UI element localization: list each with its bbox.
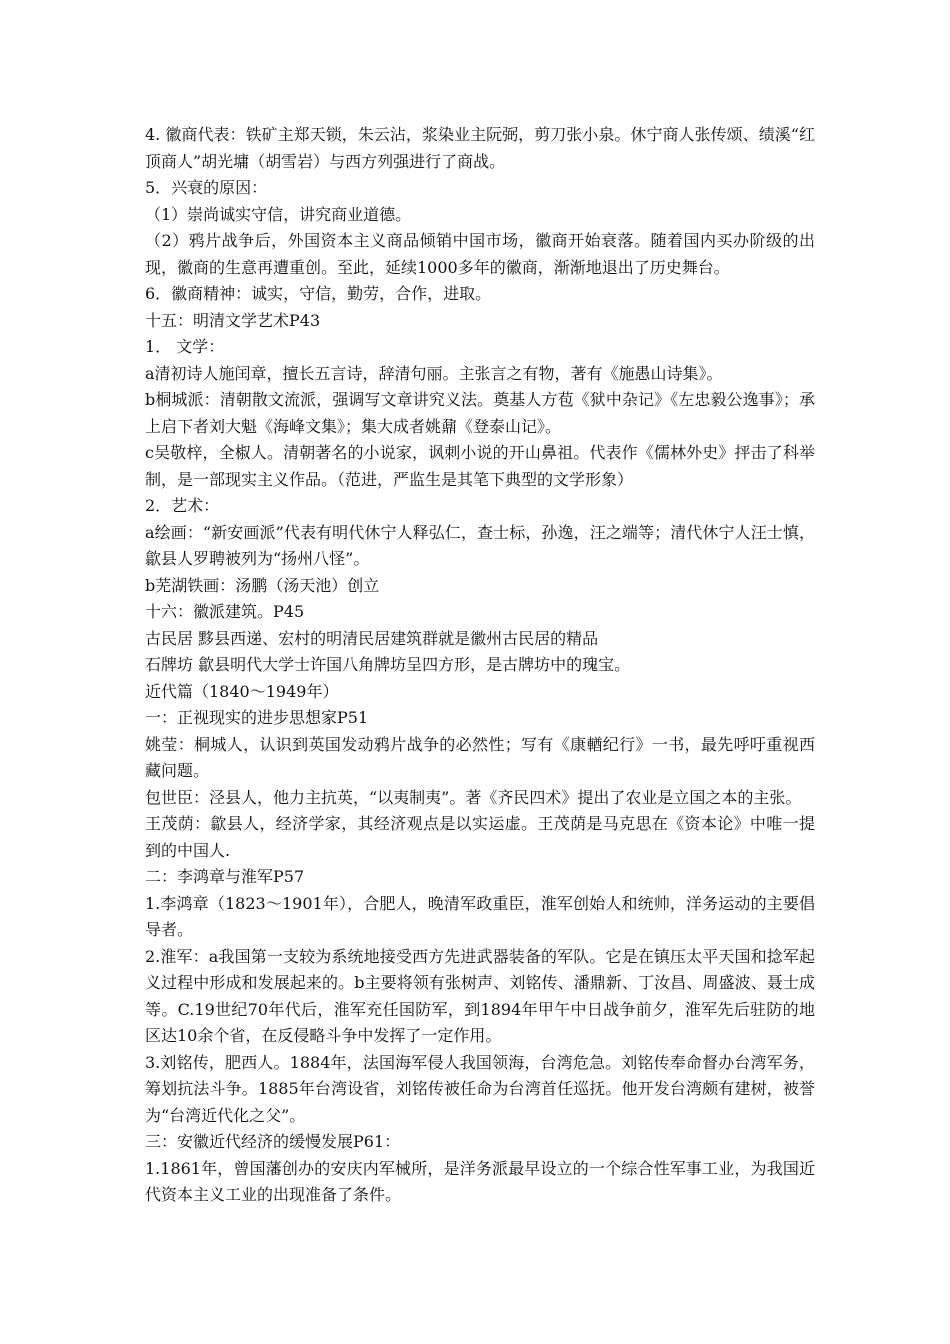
paragraph-liu-mingchuan: 3.刘铭传，肥西人。1884年，法国海军侵人我国领海，台湾危急。刘铭传奉命督办台湾军务，筹划抗法斗争。1885年台湾设省，刘铭传被任命为台湾首任巡抚。他开发台湾颇有建树，被誉为“台湾近代化之父”。 [145, 1052, 815, 1125]
paragraph-painting: a绘画：“新安画派”代表有明代休宁人释弘仁，查士标，孙逸，汪之端等；清代休宁人汪士慎，歙县人罗聘被列为“扬州八怪”。 [145, 522, 815, 568]
paragraph-huai-army: 2.淮军：a我国第一支较为系统地接受西方先进武器装备的军队。它是在镇压太平天国和捻军起义过程中形成和发展起来的。b主要将领有张树声、刘铭传、潘鼎新、丁汝昌、周盛波、聂士成等。C.19世纪70年代后，淮军充任国防军，到1894年甲午中日战争前夕，淮军先后驻防的地区达10余个省，在反侵略斗争中发挥了一定作用。 [145, 946, 815, 1045]
chapter-heading-modern-era: 近代篇（1840～1949年） [145, 681, 339, 701]
paragraph-tongcheng-school: b桐城派：清朝散文流派，强调写文章讲究义法。奠基人方苞《狱中杂记》《左忠毅公逸事》；承上启下者刘大魁《海峰文集》；集大成者姚鼐《登泰山记》。 [145, 390, 815, 436]
subheading-art: 2．艺术： [145, 496, 220, 515]
paragraph-wuhu-iron-painting: b芜湖铁画：汤鹏（汤天池）创立 [145, 575, 380, 595]
paragraph-reason-1: （1）崇尚诚实守信，讲究商业道德。 [145, 204, 412, 224]
paragraph-shi-runzhang: a清初诗人施闰章，擅长五言诗，辞清句丽。主张言之有物，著有《施愚山诗集》。 [145, 363, 723, 383]
section-heading-li-hongzhang: 二：李鸿章与淮军P57 [145, 867, 305, 886]
paragraph-ancient-dwellings: 古民居 黟县西递、宏村的明清民居建筑群就是徽州古民居的精品 [145, 628, 599, 648]
paragraph-reason-2: （2）鸦片战争后，外国资本主义商品倾销中国市场，徽商开始衰落。随着国内买办阶级的出现，徽商的生意再遭重创。至此，延续1000多年的徽商，渐渐地退出了历史舞台。 [145, 231, 815, 277]
paragraph-stone-archway: 石牌坊 歙县明代大学士许国八角牌坊呈四方形，是古牌坊中的瑰宝。 [145, 655, 631, 674]
paragraph-li-hongzhang: 1.李鸿章（1823～1901年），合肥人，晚清军政重臣，淮军创始人和统帅，洋务运动的主要倡导者。 [145, 893, 815, 939]
section-heading-modern-economy: 三：安徽近代经济的缓慢发展P61： [145, 1132, 401, 1151]
paragraph-rise-fall-heading: 5．兴衰的原因： [145, 178, 268, 197]
section-heading-ming-qing-literature: 十五：明清文学艺术P43 [145, 310, 321, 330]
paragraph-anqing-arsenal: 1.1861年，曾国藩创办的安庆内军械所，是洋务派最早设立的一个综合性军事工业，为我国近代资本主义工业的出现准备了条件。 [145, 1158, 815, 1204]
paragraph-huishang-spirit: 6．徽商精神：诚实，守信，勤劳，合作，进取。 [145, 284, 492, 303]
document-page [145, 122, 815, 1209]
paragraph-huishang-representatives: 4. 徽商代表：铁矿主郑天锁，朱云沾，浆染业主阮弼，剪刀张小泉。休宁商人张传颂、绩溪“红顶商人”胡光墉（胡雪岩）与西方列强进行了商战。 [145, 125, 815, 171]
paragraph-wu-jingzi: c吴敬梓，全椒人。清朝著名的小说家，讽刺小说的开山鼻祖。代表作《儒林外史》抨击了科举制，是一部现实主义作品。（范进，严监生是其笔下典型的文学形象） [145, 443, 815, 489]
paragraph-yao-ying: 姚莹：桐城人，认识到英国发动鸦片战争的必然性；写有《康輶纪行》一书，最先呼吁重视西藏问题。 [145, 734, 815, 780]
paragraph-wang-maoyin: 王茂荫：歙县人，经济学家，其经济观点是以实运虚。王茂荫是马克思在《资本论》中唯一提到的中国人. [145, 814, 815, 860]
paragraph-bao-shichen: 包世臣：泾县人，他力主抗英，“以夷制夷”。著《齐民四术》提出了农业是立国之本的主张。 [145, 787, 802, 807]
subheading-literature: 1． 文学： [145, 337, 225, 356]
section-heading-progressive-thinkers: 一：正视现实的进步思想家P51 [145, 708, 369, 727]
section-heading-huizhou-architecture: 十六：徽派建筑。P45 [145, 602, 305, 621]
